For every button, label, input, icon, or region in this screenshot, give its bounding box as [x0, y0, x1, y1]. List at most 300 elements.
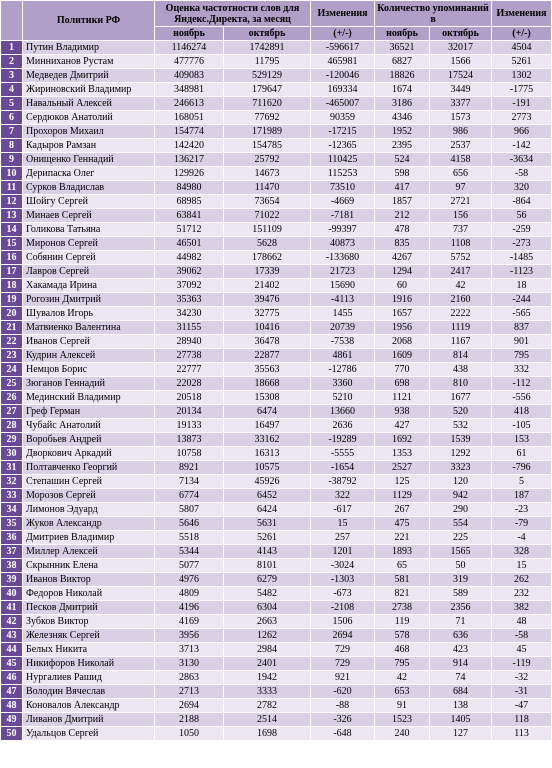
- yandex-november: 142420: [155, 139, 224, 153]
- mentions-november: 240: [375, 727, 430, 741]
- mentions-november: 598: [375, 167, 430, 181]
- yandex-change: -2108: [311, 601, 375, 615]
- yandex-november: 63841: [155, 209, 224, 223]
- mentions-november-header: ноябрь: [375, 27, 430, 41]
- mentions-november: 2395: [375, 139, 430, 153]
- mentions-change: -244: [492, 293, 552, 307]
- yandex-october: 1742891: [224, 41, 311, 55]
- table-row: [1, 629, 552, 643]
- yandex-october: 2401: [224, 657, 311, 671]
- mentions-change: -58: [492, 629, 552, 643]
- yandex-change: -19289: [311, 433, 375, 447]
- politician-name: Миронов Сергей: [23, 237, 155, 251]
- politician-name: Минаев Сергей: [23, 209, 155, 223]
- yandex-november: 8921: [155, 461, 224, 475]
- row-number: 23: [1, 349, 23, 363]
- yandex-november: 34230: [155, 307, 224, 321]
- yandex-change: 729: [311, 657, 375, 671]
- table-row: [1, 685, 552, 699]
- yandex-november: 6774: [155, 489, 224, 503]
- row-number: 43: [1, 629, 23, 643]
- mentions-change: 113: [492, 727, 552, 741]
- row-number: 50: [1, 727, 23, 741]
- yandex-october: 16313: [224, 447, 311, 461]
- mentions-change: -119: [492, 657, 552, 671]
- table-row: [1, 671, 552, 685]
- row-number: 48: [1, 699, 23, 713]
- table-row: [1, 265, 552, 279]
- yandex-change: -5555: [311, 447, 375, 461]
- yandex-change: -1654: [311, 461, 375, 475]
- mentions-change: -47: [492, 699, 552, 713]
- mentions-october: 636: [430, 629, 492, 643]
- mentions-change: 61: [492, 447, 552, 461]
- yandex-november: 4196: [155, 601, 224, 615]
- mentions-november: 578: [375, 629, 430, 643]
- row-number: 14: [1, 223, 23, 237]
- yandex-october: 3333: [224, 685, 311, 699]
- politician-name: Шойгу Сергей: [23, 195, 155, 209]
- mentions-plus-minus-header: (+/-): [492, 27, 552, 41]
- yandex-change: 1201: [311, 545, 375, 559]
- mentions-october: 290: [430, 503, 492, 517]
- mentions-change: 1302: [492, 69, 552, 83]
- yandex-change: -120046: [311, 69, 375, 83]
- table-row: [1, 475, 552, 489]
- mentions-change: 837: [492, 321, 552, 335]
- row-number: 24: [1, 363, 23, 377]
- politician-name: Путин Владимир: [23, 41, 155, 55]
- yandex-november: 2713: [155, 685, 224, 699]
- mentions-change: 418: [492, 405, 552, 419]
- mentions-change: 118: [492, 713, 552, 727]
- yandex-change: 4861: [311, 349, 375, 363]
- yandex-november: 31155: [155, 321, 224, 335]
- table-row: [1, 615, 552, 629]
- mentions-change: -273: [492, 237, 552, 251]
- table-row: [1, 643, 552, 657]
- mentions-october: 1405: [430, 713, 492, 727]
- yandex-change: -617: [311, 503, 375, 517]
- mentions-october: 814: [430, 349, 492, 363]
- mentions-change: 901: [492, 335, 552, 349]
- politician-name: Сердюков Анатолий: [23, 111, 155, 125]
- politician-name: Морозов Сергей: [23, 489, 155, 503]
- row-number: 19: [1, 293, 23, 307]
- mentions-october: 32017: [430, 41, 492, 55]
- yandex-change: -596617: [311, 41, 375, 55]
- mentions-october: 589: [430, 587, 492, 601]
- mentions-november: 1674: [375, 83, 430, 97]
- mentions-november: 125: [375, 475, 430, 489]
- politician-name: Онищенко Геннадий: [23, 153, 155, 167]
- yandex-change: -12786: [311, 363, 375, 377]
- mentions-november: 795: [375, 657, 430, 671]
- politician-name: Зубков Виктор: [23, 615, 155, 629]
- row-number: 8: [1, 139, 23, 153]
- row-number: 7: [1, 125, 23, 139]
- yandex-october: 33162: [224, 433, 311, 447]
- row-number: 37: [1, 545, 23, 559]
- yandex-october: 14673: [224, 167, 311, 181]
- mentions-october: 50: [430, 559, 492, 573]
- mentions-november: 581: [375, 573, 430, 587]
- table-row: [1, 517, 552, 531]
- yandex-november: 4809: [155, 587, 224, 601]
- mentions-october: 656: [430, 167, 492, 181]
- yandex-november: 5518: [155, 531, 224, 545]
- yandex-october: 32775: [224, 307, 311, 321]
- yandex-change: 5210: [311, 391, 375, 405]
- mentions-november: 653: [375, 685, 430, 699]
- yandex-october: 25792: [224, 153, 311, 167]
- row-number: 18: [1, 279, 23, 293]
- yandex-october: 178662: [224, 251, 311, 265]
- yandex-change: 2694: [311, 629, 375, 643]
- mentions-october: 319: [430, 573, 492, 587]
- politician-name: Греф Герман: [23, 405, 155, 419]
- politician-name: Дерипаска Олег: [23, 167, 155, 181]
- politician-name: Нургалиев Рашид: [23, 671, 155, 685]
- table-row: [1, 97, 552, 111]
- yandex-change: -648: [311, 727, 375, 741]
- mentions-november: 938: [375, 405, 430, 419]
- mentions-november: 1893: [375, 545, 430, 559]
- table-row: [1, 531, 552, 545]
- yandex-october: 39476: [224, 293, 311, 307]
- table-row: [1, 195, 552, 209]
- politician-name: Дмитриев Владимир: [23, 531, 155, 545]
- mentions-november: 1353: [375, 447, 430, 461]
- yandex-change: -17215: [311, 125, 375, 139]
- table-row: [1, 223, 552, 237]
- politician-name: Собянин Сергей: [23, 251, 155, 265]
- row-number: 41: [1, 601, 23, 615]
- yandex-october: 35563: [224, 363, 311, 377]
- mentions-november: 212: [375, 209, 430, 223]
- politician-name: Прохоров Михаил: [23, 125, 155, 139]
- politician-name: Минниханов Рустам: [23, 55, 155, 69]
- yandex-november: 39062: [155, 265, 224, 279]
- mentions-november: 1523: [375, 713, 430, 727]
- yandex-change: 73510: [311, 181, 375, 195]
- mentions-change: 966: [492, 125, 552, 139]
- yandex-november: 46501: [155, 237, 224, 251]
- table-row: [1, 503, 552, 517]
- yandex-change: 15: [311, 517, 375, 531]
- yandex-october: 73654: [224, 195, 311, 209]
- mentions-november: 4346: [375, 111, 430, 125]
- yandex-october: 6304: [224, 601, 311, 615]
- row-number: 17: [1, 265, 23, 279]
- yandex-october: 6474: [224, 405, 311, 419]
- mentions-change: -32: [492, 671, 552, 685]
- politician-name: Белых Никита: [23, 643, 155, 657]
- yandex-november: 136217: [155, 153, 224, 167]
- politician-name: Железняк Сергей: [23, 629, 155, 643]
- mentions-october: 3449: [430, 83, 492, 97]
- politician-name: Жириновский Владимир: [23, 83, 155, 97]
- mentions-november: 1956: [375, 321, 430, 335]
- yandex-october: 6424: [224, 503, 311, 517]
- yandex-change: 3360: [311, 377, 375, 391]
- politician-name: Матвиенко Валентина: [23, 321, 155, 335]
- row-number: 4: [1, 83, 23, 97]
- yandex-november: 3956: [155, 629, 224, 643]
- yandex-november: 2694: [155, 699, 224, 713]
- plus-minus-header: (+/-): [311, 27, 375, 41]
- mentions-october: 438: [430, 363, 492, 377]
- table-row: [1, 433, 552, 447]
- mentions-change: -105: [492, 419, 552, 433]
- mentions-november: 65: [375, 559, 430, 573]
- mentions-november: 1129: [375, 489, 430, 503]
- mentions-november: 821: [375, 587, 430, 601]
- mentions-change: -259: [492, 223, 552, 237]
- table-row: [1, 41, 552, 55]
- yandex-november: 3713: [155, 643, 224, 657]
- politician-name: Скрынник Елена: [23, 559, 155, 573]
- yandex-october: 154785: [224, 139, 311, 153]
- politicians-header: Политики РФ: [23, 1, 155, 41]
- row-number: 6: [1, 111, 23, 125]
- yandex-change: 1506: [311, 615, 375, 629]
- mentions-change: -796: [492, 461, 552, 475]
- mentions-november: 475: [375, 517, 430, 531]
- yandex-change: 110425: [311, 153, 375, 167]
- table-row: [1, 55, 552, 69]
- yandex-november: 5807: [155, 503, 224, 517]
- politician-name: Степашин Сергей: [23, 475, 155, 489]
- mentions-october: 986: [430, 125, 492, 139]
- table-row: [1, 545, 552, 559]
- yandex-november: 1146274: [155, 41, 224, 55]
- yandex-october: 151109: [224, 223, 311, 237]
- table-row: [1, 657, 552, 671]
- yandex-october: 18668: [224, 377, 311, 391]
- yandex-november: 22028: [155, 377, 224, 391]
- row-number: 44: [1, 643, 23, 657]
- yandex-november: 10758: [155, 447, 224, 461]
- mentions-change: -1775: [492, 83, 552, 97]
- mentions-october: 2222: [430, 307, 492, 321]
- table-row: [1, 111, 552, 125]
- row-number: 39: [1, 573, 23, 587]
- yandex-change: -673: [311, 587, 375, 601]
- table-row: [1, 405, 552, 419]
- yandex-october: 1698: [224, 727, 311, 741]
- yandex-november: 5077: [155, 559, 224, 573]
- mentions-october: 2356: [430, 601, 492, 615]
- row-number: 46: [1, 671, 23, 685]
- mentions-november: 1294: [375, 265, 430, 279]
- yandex-october: 15308: [224, 391, 311, 405]
- yandex-october: 5628: [224, 237, 311, 251]
- yandex-october: 2514: [224, 713, 311, 727]
- politician-name: Ливанов Дмитрий: [23, 713, 155, 727]
- yandex-change: 21723: [311, 265, 375, 279]
- table-row: [1, 251, 552, 265]
- mentions-header: Количество упоминаний в: [375, 1, 492, 27]
- mentions-november: 119: [375, 615, 430, 629]
- row-number: 38: [1, 559, 23, 573]
- yandex-november: 51712: [155, 223, 224, 237]
- yandex-october: 36478: [224, 335, 311, 349]
- mentions-october: 74: [430, 671, 492, 685]
- table-row: [1, 335, 552, 349]
- table-row: [1, 461, 552, 475]
- mentions-change: -1485: [492, 251, 552, 265]
- yandex-october: 5631: [224, 517, 311, 531]
- mentions-change: 5: [492, 475, 552, 489]
- mentions-october: 2417: [430, 265, 492, 279]
- yandex-change: 465981: [311, 55, 375, 69]
- politician-name: Дворкович Аркадий: [23, 447, 155, 461]
- mentions-october: 423: [430, 643, 492, 657]
- yandex-october: 10416: [224, 321, 311, 335]
- yandex-october: 16497: [224, 419, 311, 433]
- mentions-october: 520: [430, 405, 492, 419]
- politician-name: Миллер Алексей: [23, 545, 155, 559]
- table-row: [1, 69, 552, 83]
- row-number: 31: [1, 461, 23, 475]
- mentions-change: -58: [492, 167, 552, 181]
- mentions-october: 97: [430, 181, 492, 195]
- yandex-november: 1050: [155, 727, 224, 741]
- mentions-october: 914: [430, 657, 492, 671]
- mentions-november: 6827: [375, 55, 430, 69]
- mentions-october: 684: [430, 685, 492, 699]
- mentions-change: 2773: [492, 111, 552, 125]
- mentions-november: 698: [375, 377, 430, 391]
- row-number: 32: [1, 475, 23, 489]
- yandex-november: 409083: [155, 69, 224, 83]
- yandex-november: 28940: [155, 335, 224, 349]
- mentions-change: -23: [492, 503, 552, 517]
- yandex-october: 11795: [224, 55, 311, 69]
- row-number: 15: [1, 237, 23, 251]
- politician-name: Полтавченко Георгий: [23, 461, 155, 475]
- yandex-change: -4113: [311, 293, 375, 307]
- row-number: 3: [1, 69, 23, 83]
- politician-name: Федоров Николай: [23, 587, 155, 601]
- row-number: 30: [1, 447, 23, 461]
- november-header: ноябрь: [155, 27, 224, 41]
- yandex-november: 20134: [155, 405, 224, 419]
- mentions-november: 2738: [375, 601, 430, 615]
- yandex-change: -88: [311, 699, 375, 713]
- mentions-october: 1566: [430, 55, 492, 69]
- yandex-october: 21402: [224, 279, 311, 293]
- mentions-change: -191: [492, 97, 552, 111]
- mentions-change: 4504: [492, 41, 552, 55]
- table-row: [1, 125, 552, 139]
- mentions-change: -565: [492, 307, 552, 321]
- politician-name: Рогозин Дмитрий: [23, 293, 155, 307]
- table-row: [1, 279, 552, 293]
- mentions-october: 2160: [430, 293, 492, 307]
- index-header: [1, 1, 23, 41]
- politician-name: Коновалов Александр: [23, 699, 155, 713]
- row-number: 1: [1, 41, 23, 55]
- politician-name: Шувалов Игорь: [23, 307, 155, 321]
- row-number: 20: [1, 307, 23, 321]
- politician-name: Воробьев Андрей: [23, 433, 155, 447]
- row-number: 28: [1, 419, 23, 433]
- yandex-october: 8101: [224, 559, 311, 573]
- yandex-october: 4143: [224, 545, 311, 559]
- mentions-change: 5261: [492, 55, 552, 69]
- yandex-october: 1262: [224, 629, 311, 643]
- yandex-october: 2984: [224, 643, 311, 657]
- mentions-november: 427: [375, 419, 430, 433]
- politician-name: Зюганов Геннадий: [23, 377, 155, 391]
- row-number: 42: [1, 615, 23, 629]
- politician-name: Кадыров Рамзан: [23, 139, 155, 153]
- table-row: [1, 419, 552, 433]
- mentions-change: 45: [492, 643, 552, 657]
- table-body: [1, 41, 552, 741]
- row-number: 22: [1, 335, 23, 349]
- yandex-change: 257: [311, 531, 375, 545]
- mentions-change: -556: [492, 391, 552, 405]
- yandex-october: 179647: [224, 83, 311, 97]
- politician-name: Мединский Владимир: [23, 391, 155, 405]
- mentions-october: 4158: [430, 153, 492, 167]
- mentions-october: 1677: [430, 391, 492, 405]
- yandex-november: 4169: [155, 615, 224, 629]
- mentions-change: 153: [492, 433, 552, 447]
- mentions-october: 71: [430, 615, 492, 629]
- mentions-october: 942: [430, 489, 492, 503]
- mentions-october: 2721: [430, 195, 492, 209]
- yandex-change: -12365: [311, 139, 375, 153]
- yandex-change: 20739: [311, 321, 375, 335]
- yandex-november: 3130: [155, 657, 224, 671]
- mentions-october: 3323: [430, 461, 492, 475]
- mentions-october: 1573: [430, 111, 492, 125]
- table-row: [1, 209, 552, 223]
- mentions-october: 554: [430, 517, 492, 531]
- mentions-change: -142: [492, 139, 552, 153]
- mentions-october-header: октябрь: [430, 27, 492, 41]
- mentions-october: 810: [430, 377, 492, 391]
- row-number: 12: [1, 195, 23, 209]
- table-row: [1, 139, 552, 153]
- politician-name: Володин Вячеслав: [23, 685, 155, 699]
- mentions-november: 2068: [375, 335, 430, 349]
- politician-name: Лимонов Эдуард: [23, 503, 155, 517]
- mentions-change: -864: [492, 195, 552, 209]
- yandex-november: 154774: [155, 125, 224, 139]
- politician-name: Жуков Александр: [23, 517, 155, 531]
- row-number: 27: [1, 405, 23, 419]
- yandex-october: 22877: [224, 349, 311, 363]
- mentions-change: -79: [492, 517, 552, 531]
- table-row: [1, 391, 552, 405]
- yandex-change: -38792: [311, 475, 375, 489]
- yandex-november: 2188: [155, 713, 224, 727]
- yandex-october: 45926: [224, 475, 311, 489]
- yandex-october: 6452: [224, 489, 311, 503]
- yandex-change: 921: [311, 671, 375, 685]
- politician-name: Кудрин Алексей: [23, 349, 155, 363]
- yandex-change: -4669: [311, 195, 375, 209]
- politician-name: Песков Дмитрий: [23, 601, 155, 615]
- mentions-change: 382: [492, 601, 552, 615]
- mentions-change: 332: [492, 363, 552, 377]
- table-row: [1, 363, 552, 377]
